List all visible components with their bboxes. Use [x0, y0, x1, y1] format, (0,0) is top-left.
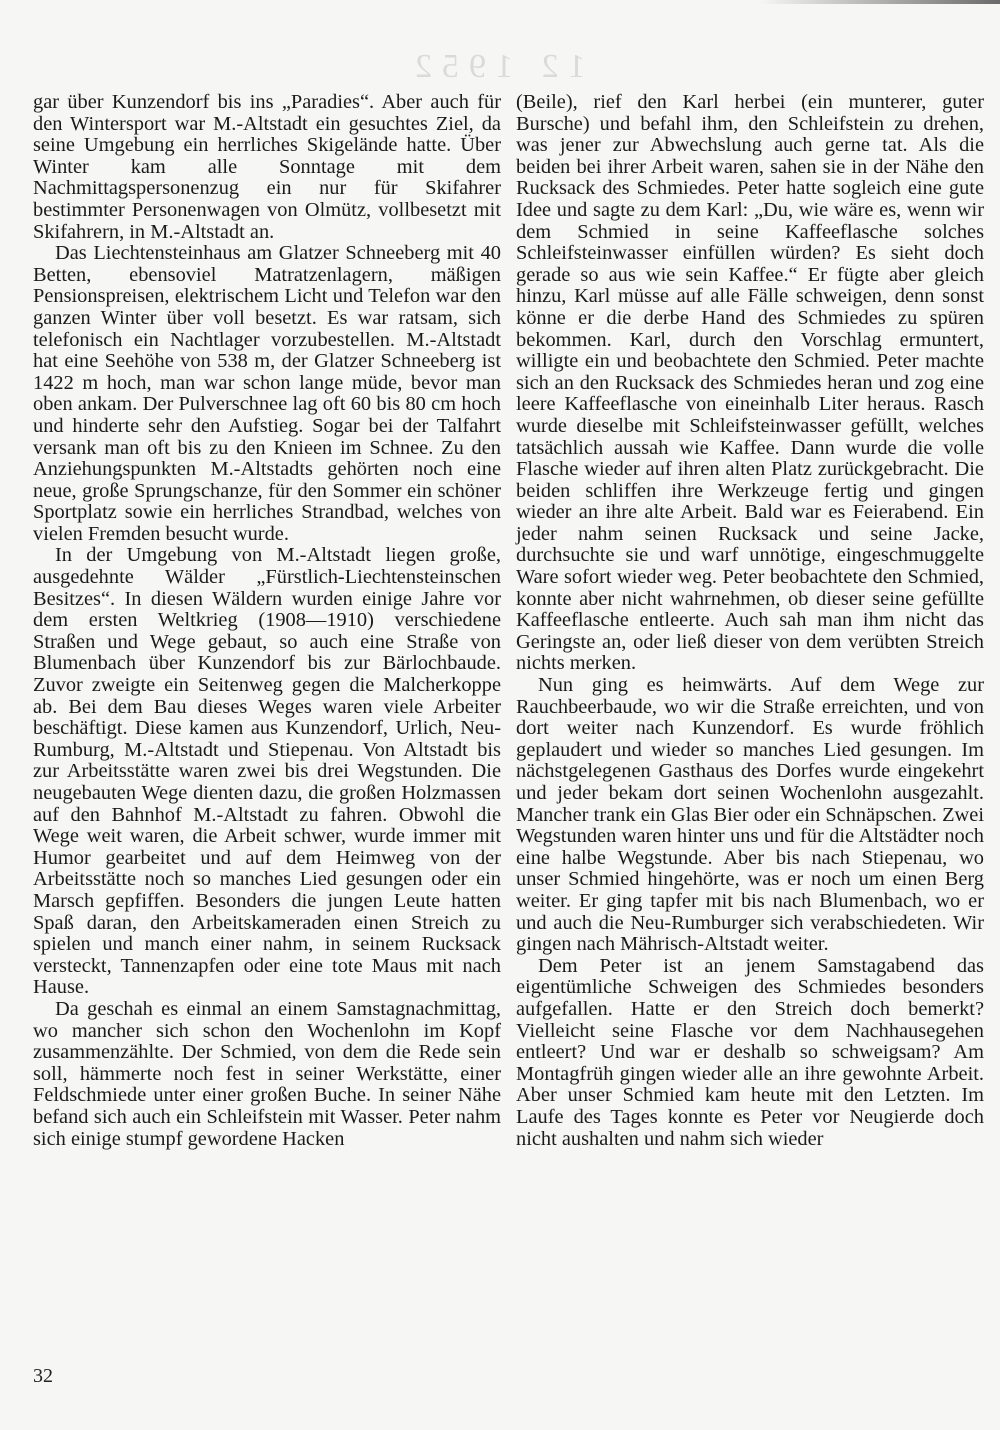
paragraph: Das Liechtensteinhaus am Glatzer Schneeberg mit 40 Betten, ebensoviel Matratzenlagern, mäßigen Pensionspreisen, elektrischem Licht und Telefon war den ganzen Winter über voll besetzt. Es war ratsam, sich telefonisch ein Nachtlager vorzubestellen. M.-Altstadt hat eine Seehöhe von 538 m, der Glatzer Schneeberg ist 1422 m hoch, man war schon lange müde, bevor man oben ankam. Der Pulverschnee lag oft 60 bis 80 cm hoch und hinderte sehr den Aufstieg. Sogar bei der Talfahrt versank man oft bis zu den Knieen im Schnee. Zu den Anziehungspunkten M.-Altstadts gehörten noch eine neue, große Sprungschanze, für den Sommer ein schöner Sportplatz sowie ein herrliches Strandbad, welches von vielen Fremden besucht wurde.	[33, 242, 501, 545]
paragraph: gar über Kunzendorf bis ins „Paradies“. Aber auch für den Wintersport war M.-Altstadt ein gesuchtes Ziel, da seine Umgebung ein herrliches Skigelände hatte. Über Winter kam alle Sonntage mit dem Nachmittagspersonenzug ein nur für Skifahrer bestimmter Personenwagen von Olmütz, vollbesetzt mit Skifahrern, in M.-Altstadt an.	[33, 91, 501, 243]
right-column	[516, 92, 984, 1150]
paragraph: In der Umgebung von M.-Altstadt liegen große, ausgedehnte Wälder „Fürstlich-Liechtensteinschen Besitzes“. In diesen Wäldern wurden einige Jahre vor dem ersten Weltkrieg (1908—1910) verschiedene Straßen und Wege gebaut, so auch eine Straße von Blumenbach über Kunzendorf bis zur Bärlochbaude. Zuvor zweigte ein Seitenweg gegen die Malcherkoppe ab. Bei dem Bau dieses Weges waren viele Arbeiter beschäftigt. Diese kamen aus Kunzendorf, Urlich, Neu-Rumburg, M.-Altstadt und Stiepenau. Von Altstadt bis zur Arbeitsstätte waren zwei bis drei Wegstunden. Die neugebauten Wege dienten dazu, die großen Holzmassen auf den Bahnhof M.-Altstadt zu fahren. Obwohl die Wege weit waren, die Arbeit schwer, wurde immer mit Humor gearbeitet und auf dem Heimweg von der Arbeitsstätte noch so manches Lied gesungen oder ein Marsch gepfiffen. Besonders die jungen Leute hatten Spaß daran, den Arbeitskameraden einen Streich zu spielen und manch einer nahm, in seinem Rucksack versteckt, Tannenzapfen oder eine tote Maus mit nach Hause.	[33, 544, 501, 999]
paragraph: Dem Peter ist an jenem Samstagabend das eigentümliche Schweigen des Schmiedes besonders aufgefallen. Hatte er den Streich doch bemerkt? Vielleicht seine Flasche vor dem Nachhausegehen entleert? Und war er deshalb so schweigsam? Am Montagfrüh gingen wieder alle an ihre gewohnte Arbeit. Aber unser Schmied kam heute mit den Letzten. Im Laufe des Tages konnte es Peter vor Neugierde doch nicht aushalten und nahm sich wieder	[516, 954, 984, 1150]
bleed-through-stamp: 12 1952	[405, 48, 586, 85]
left-column	[33, 92, 501, 1150]
scan-edge-shadow	[760, 0, 1000, 4]
paragraph: (Beile), rief den Karl herbei (ein munterer, guter Bursche) und befahl ihm, den Schleifstein zu drehen, was jener zur Abwechslung auch gerne tat. Als die beiden bei ihrer Arbeit waren, sahen sie in der Nähe den Rucksack des Schmiedes. Peter hatte sogleich eine gute Idee und sagte zu dem Karl: „Du, wie wäre es, wenn wir dem Schmied in seine Kaffeeflasche solches Schleifsteinwasser einfüllen würden? Es sieht doch gerade so aus wie sein Kaffee.“ Er fügte aber gleich hinzu, Karl müsse auf alle Fälle schweigen, denn sonst könne er die derbe Hand des Schmiedes zu spüren bekommen. Karl, durch den Vorschlag ermuntert, willigte ein und beobachtete den Schmied. Peter machte sich an den Rucksack des Schmiedes heran und zog eine leere Kaffeeflasche von eineinhalb Liter heraus. Rasch wurde dieselbe mit Schleifsteinwasser gefüllt, welches tatsächlich aussah wie Kaffee. Dann wurde die volle Flasche wieder auf ihren alten Platz zurückgebracht. Die beiden schliffen ihre Werkzeuge fertig und gingen wieder an ihre alte Arbeit. Bald war es Feierabend. Ein jeder nahm seinen Rucksack und seine Jacke, durchsuchte sie und warf unnötige, eingeschmuggelte Ware sofort wieder weg. Peter beobachtete den Schmied, konnte aber nicht wahrnehmen, ob dieser seine gefüllte Kaffeeflasche entleerte. Auch sah man ihm nicht das Geringste an, oder ließ dieser von dem verübten Streich nichts merken.	[516, 91, 984, 675]
page-number: 32	[33, 1365, 53, 1387]
paragraph: Nun ging es heimwärts. Auf dem Wege zur Rauchbeerbaude, wo wir die Straße erreichten, und von dort weiter nach Kunzendorf. Es wurde fröhlich geplaudert und wieder so manches Lied gesungen. Im nächstgelegenen Gasthaus des Dorfes wurde eingekehrt und jeder bekam dort seinen Wochenlohn ausgezahlt. Mancher trank ein Glas Bier oder ein Schnäpschen. Zwei Wegstunden waren hinter uns und für die Altstädter noch eine halbe Wegstunde. Aber bis nach Stiepenau, wo unser Schmied hingehörte, was er noch um einen Berg weiter. Er ging tapfer mit bis nach Blumenbach, wo er und auch die Neu-Rumburger sich verabschiedeten. Wir gingen nach Mährisch-Altstadt weiter.	[516, 674, 984, 956]
paragraph: Da geschah es einmal an einem Samstagnachmittag, wo mancher sich schon den Wochenlohn im Kopf zusammenzählte. Der Schmied, von dem die Rede sein soll, hämmerte noch fest in seiner Werkstätte, einer Feldschmiede unter einer großen Buche. In seiner Nähe befand sich auch ein Schleifstein mit Wasser. Peter nahm sich einige stumpf gewordene Hacken	[33, 997, 501, 1150]
